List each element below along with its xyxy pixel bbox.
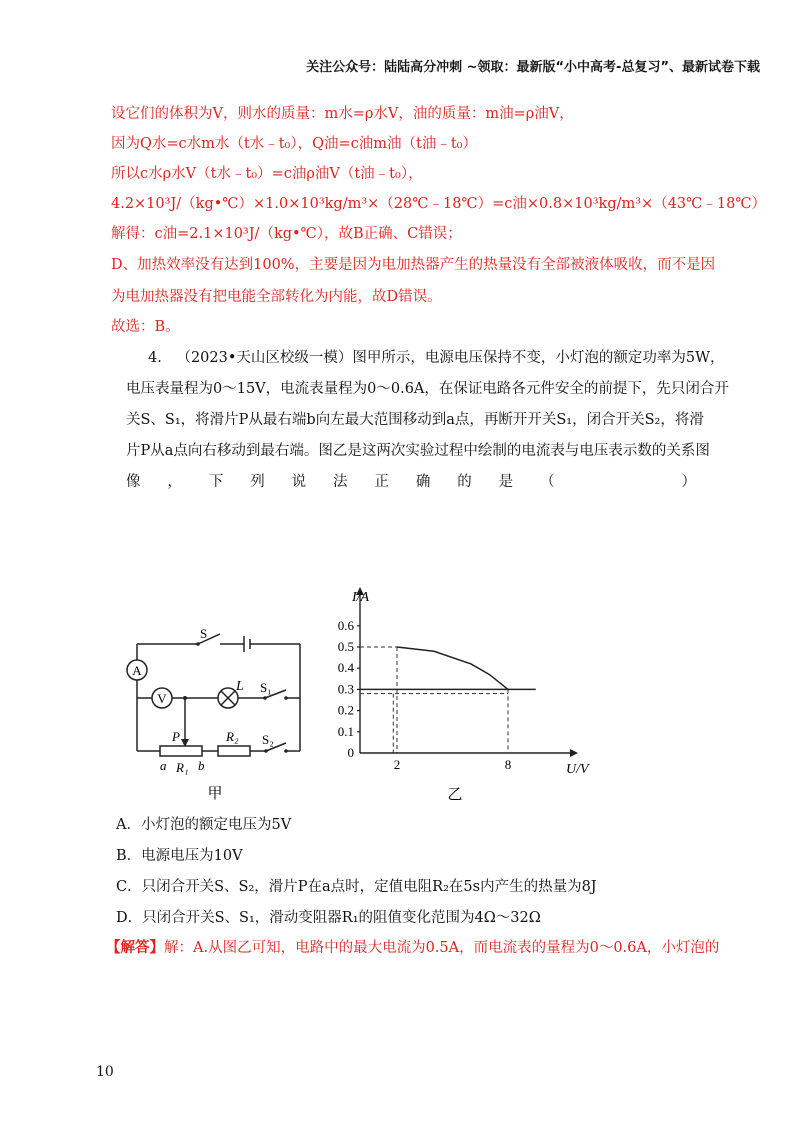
switch-s1-label: S₁ bbox=[260, 680, 272, 695]
end-b-label: b bbox=[198, 758, 205, 773]
solution-line-5: 解得：c油=2.1×10³J/（kg•℃），故B正确、C错误； bbox=[111, 226, 462, 242]
solution-line-1: 设它们的体积为V，则水的质量：m水=ρ水V，油的质量：m油=ρ油V， bbox=[111, 106, 574, 122]
x-axis-label: U/V bbox=[566, 762, 589, 777]
voltmeter-label: V bbox=[157, 691, 167, 706]
y-tick-label: 0.1 bbox=[337, 723, 354, 739]
option-d[interactable]: D．只闭合开关S、S₁，滑动变阻器R₁的阻值变化范围为4Ω～32Ω bbox=[116, 910, 541, 926]
q5-char: 说 bbox=[291, 474, 307, 490]
option-a[interactable]: A．小灯泡的额定电压为5V bbox=[116, 817, 292, 833]
r1-label: R₁ bbox=[176, 760, 189, 775]
answer-tag: 【解答】 bbox=[106, 939, 164, 956]
lamp-label: L bbox=[236, 679, 244, 694]
q5-char: 是 bbox=[498, 474, 514, 490]
r2-resistor bbox=[218, 746, 250, 756]
r2-label: R₂ bbox=[226, 729, 239, 744]
option-b[interactable]: B．电源电压为10V bbox=[116, 848, 243, 864]
x-tick-label: 2 bbox=[393, 757, 401, 772]
q5-char: 下 bbox=[208, 474, 224, 490]
option-c[interactable]: C．只闭合开关S、S₂，滑片P在a点时，定值电阻R₂在5s内产生的热量为8J bbox=[116, 879, 597, 895]
question-number: 4. bbox=[148, 350, 162, 366]
question-line-4: 片P从a点向右移动到最右端。图乙是这两次实验过程中绘制的电流表与电压表示数的关系图 bbox=[126, 443, 710, 459]
series-lamp-curve bbox=[397, 647, 508, 689]
question-line-5 bbox=[126, 470, 696, 491]
y-axis-label: I/A bbox=[352, 590, 370, 605]
question-line-2: 电压表量程为0～15V，电流表量程为0～0.6A，在保证电路各元件安全的前提下，先只闭合开 bbox=[126, 381, 729, 397]
circuit-diagram bbox=[120, 620, 320, 800]
question-line-1 bbox=[148, 346, 725, 367]
solution-choice: 故选：B。 bbox=[111, 319, 180, 335]
q5-char: 列 bbox=[250, 474, 265, 490]
y-tick-label: 0.5 bbox=[337, 639, 354, 654]
q5-char: 正 bbox=[374, 474, 389, 490]
switch-s-label: S bbox=[200, 626, 208, 641]
chart-caption: 乙 bbox=[447, 787, 463, 803]
q5-char: 法 bbox=[333, 474, 348, 490]
solution-line-6: D、加热效率没有达到100%，主要是因为电加热器产生的热量没有全部被液体吸收，而不是因 bbox=[111, 257, 716, 273]
slider-p-label: P bbox=[172, 729, 180, 744]
y-tick-label: 0.6 bbox=[337, 617, 354, 633]
page-number: 10 bbox=[96, 1064, 114, 1080]
solution-line-7: 为电加热器没有把电能全部转化为内能，故D错误。 bbox=[111, 289, 442, 305]
q5-char: 的 bbox=[457, 474, 472, 490]
x-axis-arrow bbox=[570, 749, 578, 757]
question-line-3: 关S、S₁，将滑片P从最右端b向左最大范围移动到a点，再断开开关S₁，闭合开关S₂，将滑 bbox=[126, 412, 704, 428]
y-tick-label: 0.2 bbox=[337, 702, 354, 718]
solution-line-4: 4.2×10³J/（kg•℃）×1.0×10³kg/m³×（28℃﹣18℃）=c油×0.8×10³kg/m³×（43℃﹣18℃） bbox=[111, 196, 767, 212]
iu-chart bbox=[320, 585, 590, 810]
y-tick-label: 0 bbox=[347, 745, 354, 760]
solution-line-3: 所以c水ρ水V（t水﹣t₀）=c油ρ油V（t油﹣t₀）， bbox=[111, 166, 423, 182]
q5-char: 确 bbox=[415, 474, 431, 490]
answer-paren-open: （ bbox=[540, 474, 555, 490]
q5-char: 像 bbox=[126, 474, 141, 490]
r1-resistor bbox=[160, 746, 202, 756]
switch-s2-label: S₂ bbox=[262, 732, 274, 747]
answer-paren-close: ） bbox=[681, 474, 696, 490]
x-tick-label: 8 bbox=[504, 757, 512, 772]
y-tick-label: 0.3 bbox=[337, 681, 354, 697]
page-header: 关注公众号：陆陆高分冲刺 ~领取：最新版“小中高考-总复习”、最新试卷下载 bbox=[306, 60, 760, 75]
y-tick-label: 0.4 bbox=[337, 660, 354, 676]
end-a-label: a bbox=[160, 758, 167, 773]
q5-char: ， bbox=[167, 474, 182, 490]
solution-line-2: 因为Q水=c水m水（t水﹣t₀），Q油=c油m油（t油﹣t₀） bbox=[111, 136, 477, 152]
answer-text: 解：A.从图乙可知，电路中的最大电流为0.5A，而电流表的量程为0～0.6A，小灯泡的 bbox=[164, 940, 720, 956]
ammeter-label: A bbox=[132, 663, 142, 678]
circuit-caption: 甲 bbox=[207, 786, 223, 800]
answer-line bbox=[106, 936, 719, 957]
question-source: （2023•天山区校级一模）图甲所示，电源电压保持不变，小灯泡的额定功率为5W， bbox=[176, 350, 725, 366]
